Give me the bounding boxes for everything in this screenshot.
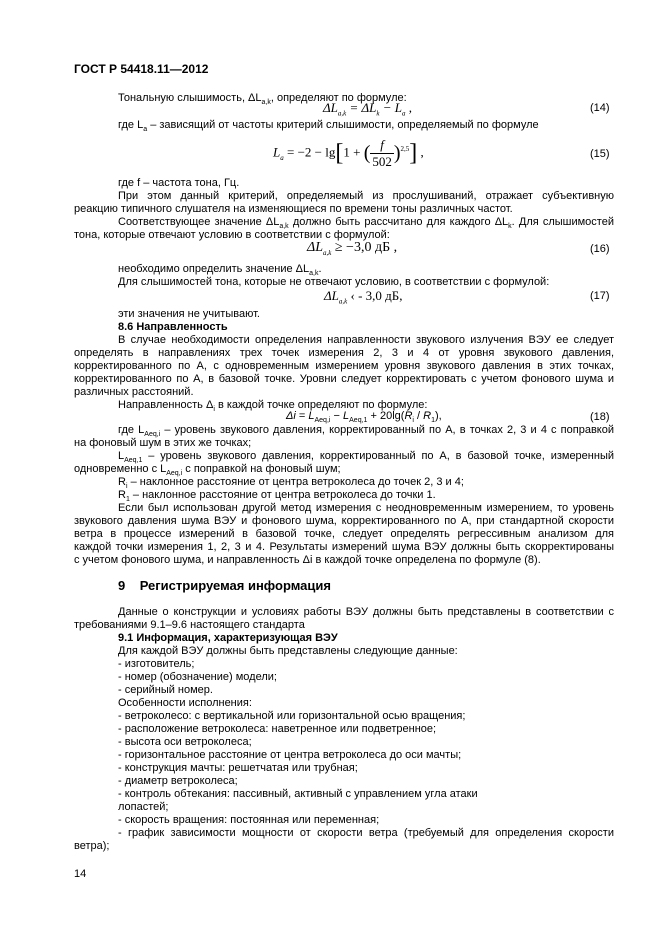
text-line: Соответствующее значение $\Delta L_{a,k}$ должно быть рассчитано для каждого $\Delta L_k$. Для слышимостей xyxy=(118,216,614,231)
formula-14: $\Delta L_{a,k} = \Delta L_k - L_a$ , xyxy=(323,100,412,118)
list-item: - график зависимости мощности от скорости ветра (требуемый для определения скорости xyxy=(118,827,614,839)
text-line: где $L_{Aeq,i}$ – уровень звукового давления, корректированный по А, в точках 2, 3 и 4 с поправкой xyxy=(118,424,614,439)
text-line: При этом данный критерий, определяемый из прослушиваний, отражает субъективную xyxy=(118,190,614,202)
text-line: корректированного по А, в базовой точке. Уровни следует корректировать с учетом фонового шума и xyxy=(74,373,614,385)
section-heading-8-6: 8.6 Направленность xyxy=(118,321,228,333)
page-number: 14 xyxy=(74,868,87,880)
list-item: - скорость вращения: постоянная или переменная; xyxy=(118,814,380,826)
text-line: с учетом фонового шума, и направленность Δi в каждой точке определена по формуле (8). xyxy=(74,554,541,566)
formula-15: $L_a = -2 - \lg[1$ + ( $\frac{f}{502}$ )$^{2,5}$] , xyxy=(273,137,424,169)
list-item: - изготовитель; xyxy=(118,658,195,670)
text-line: требованиями 9.1–9.6 настоящего стандарта xyxy=(74,619,305,631)
text-line: ветра); xyxy=(74,840,110,852)
section-heading-9-1: 9.1 Информация, характеризующая ВЭУ xyxy=(118,632,338,644)
list-item: - расположение ветроколеса: наветренное или подветренное; xyxy=(118,723,437,735)
text-line: одновременно с $L_{Aeq,i}$ с поправкой на фоновый шум; xyxy=(74,463,341,478)
equation-number-18: (18) xyxy=(590,411,610,423)
text-line: звукового давления шума ВЭУ и фонового шума, корректированного по А, при стандартной скорости xyxy=(74,515,614,527)
text-line: ветра в процессе измерений в базовой точке, следует определять регрессивным анализом для xyxy=(74,528,614,540)
text-line: где f – частота тона, Гц. xyxy=(118,177,240,189)
list-item: - горизонтальное расстояние от центра ветроколеса до оси мачты; xyxy=(118,749,462,761)
text-line: В случае необходимости определения направленности звукового излучения ВЭУ ее следует xyxy=(118,334,614,346)
document-header: ГОСТ Р 54418.11—2012 xyxy=(74,62,209,76)
equation-number-17: (17) xyxy=(590,290,610,302)
list-item: - номер (обозначение) модели; xyxy=(118,671,277,683)
list-item: - высота оси ветроколеса; xyxy=(118,736,252,748)
text-line: Особенности исполнения: xyxy=(118,697,252,709)
list-item: - серийный номер. xyxy=(118,684,213,696)
text-line: $R_i$ – наклонное расстояние от центра ветроколеса до точек 2, 3 и 4; xyxy=(118,476,464,491)
text-line: необходимо определить значение $\Delta L_{a,k}$. xyxy=(118,263,322,278)
list-item: - ветроколесо: с вертикальной или горизонтальной осью вращения; xyxy=(118,710,466,722)
text-line: где $L_a$ – зависящий от частоты критерий слышимости, определяемый по формуле xyxy=(118,119,539,134)
text-line: Тональную слышимость, $\Delta L_{a,k}$, определяют по формуле: xyxy=(118,92,407,107)
text-line: Направленность $\Delta_i$ в каждой точке определяют по формуле: xyxy=(118,399,428,414)
equation-number-14: (14) xyxy=(590,102,610,114)
list-item: - диаметр ветроколеса; xyxy=(118,775,238,787)
text-line: на фоновый шум в этих же точках; xyxy=(74,437,252,449)
list-item: - конструкция мачты: решетчатая или трубная; xyxy=(118,762,358,774)
text-line: Для каждой ВЭУ должны быть представлены следующие данные: xyxy=(118,645,458,657)
equation-number-15: (15) xyxy=(590,148,610,160)
list-item: - контроль обтекания: пассивный, активный с управлением угла атаки xyxy=(118,788,478,800)
formula-16: $\Delta L_{a,k} \ge -3,0$ дБ , xyxy=(307,240,398,257)
formula-17: $\Delta L_{a,k}$ ‹ - 3,0 дБ, xyxy=(324,288,403,306)
text-line: определять в направлениях трех точек измерения 2, 3 и 4 от уровня звукового давления, xyxy=(74,347,614,359)
text-line: Если был использован другой метод измерения с неодновременным измерением, то уровень xyxy=(118,502,614,514)
text-line: эти значения не учитывают. xyxy=(118,308,260,320)
formula-18: $\Delta i = L_{Aeq,i} - L_{Aeq,1} + 20\lg(R_i / R_1)$, xyxy=(286,410,442,425)
text-line: тона, которые отвечают условию в соответствии с формулой: xyxy=(74,229,390,241)
text-line: Для слышимостей тона, которые не отвечают условию, в соответствии с формулой: xyxy=(118,276,550,288)
text-line: каждой точки измерения 1, 2, 3 и 4. Результаты измерений шума ВЭУ должны быть скорректированы xyxy=(74,541,614,553)
text-line: $R_1$ – наклонное расстояние от центра ветроколеса до точки 1. xyxy=(118,489,436,504)
text-line: Данные о конструкции и условиях работы ВЭУ должны быть представлены в соответствии с xyxy=(118,606,614,618)
text-line: реакцию типичного слушателя на изменяющиеся по времени тоны различных частот. xyxy=(74,203,513,215)
text-line: корректированного по А, с одновременным измерением уровня звукового давления в этих точках, xyxy=(74,360,614,372)
text-line: лопастей; xyxy=(118,801,169,813)
text-line: различных расстояний. xyxy=(74,386,194,398)
equation-number-16: (16) xyxy=(590,243,610,255)
section-heading-9: 9 Регистрируемая информация xyxy=(118,578,331,593)
text-line: $L_{Aeq,1}$ – уровень звукового давления, корректированный по А, в базовой точке, измеренный xyxy=(118,450,614,465)
